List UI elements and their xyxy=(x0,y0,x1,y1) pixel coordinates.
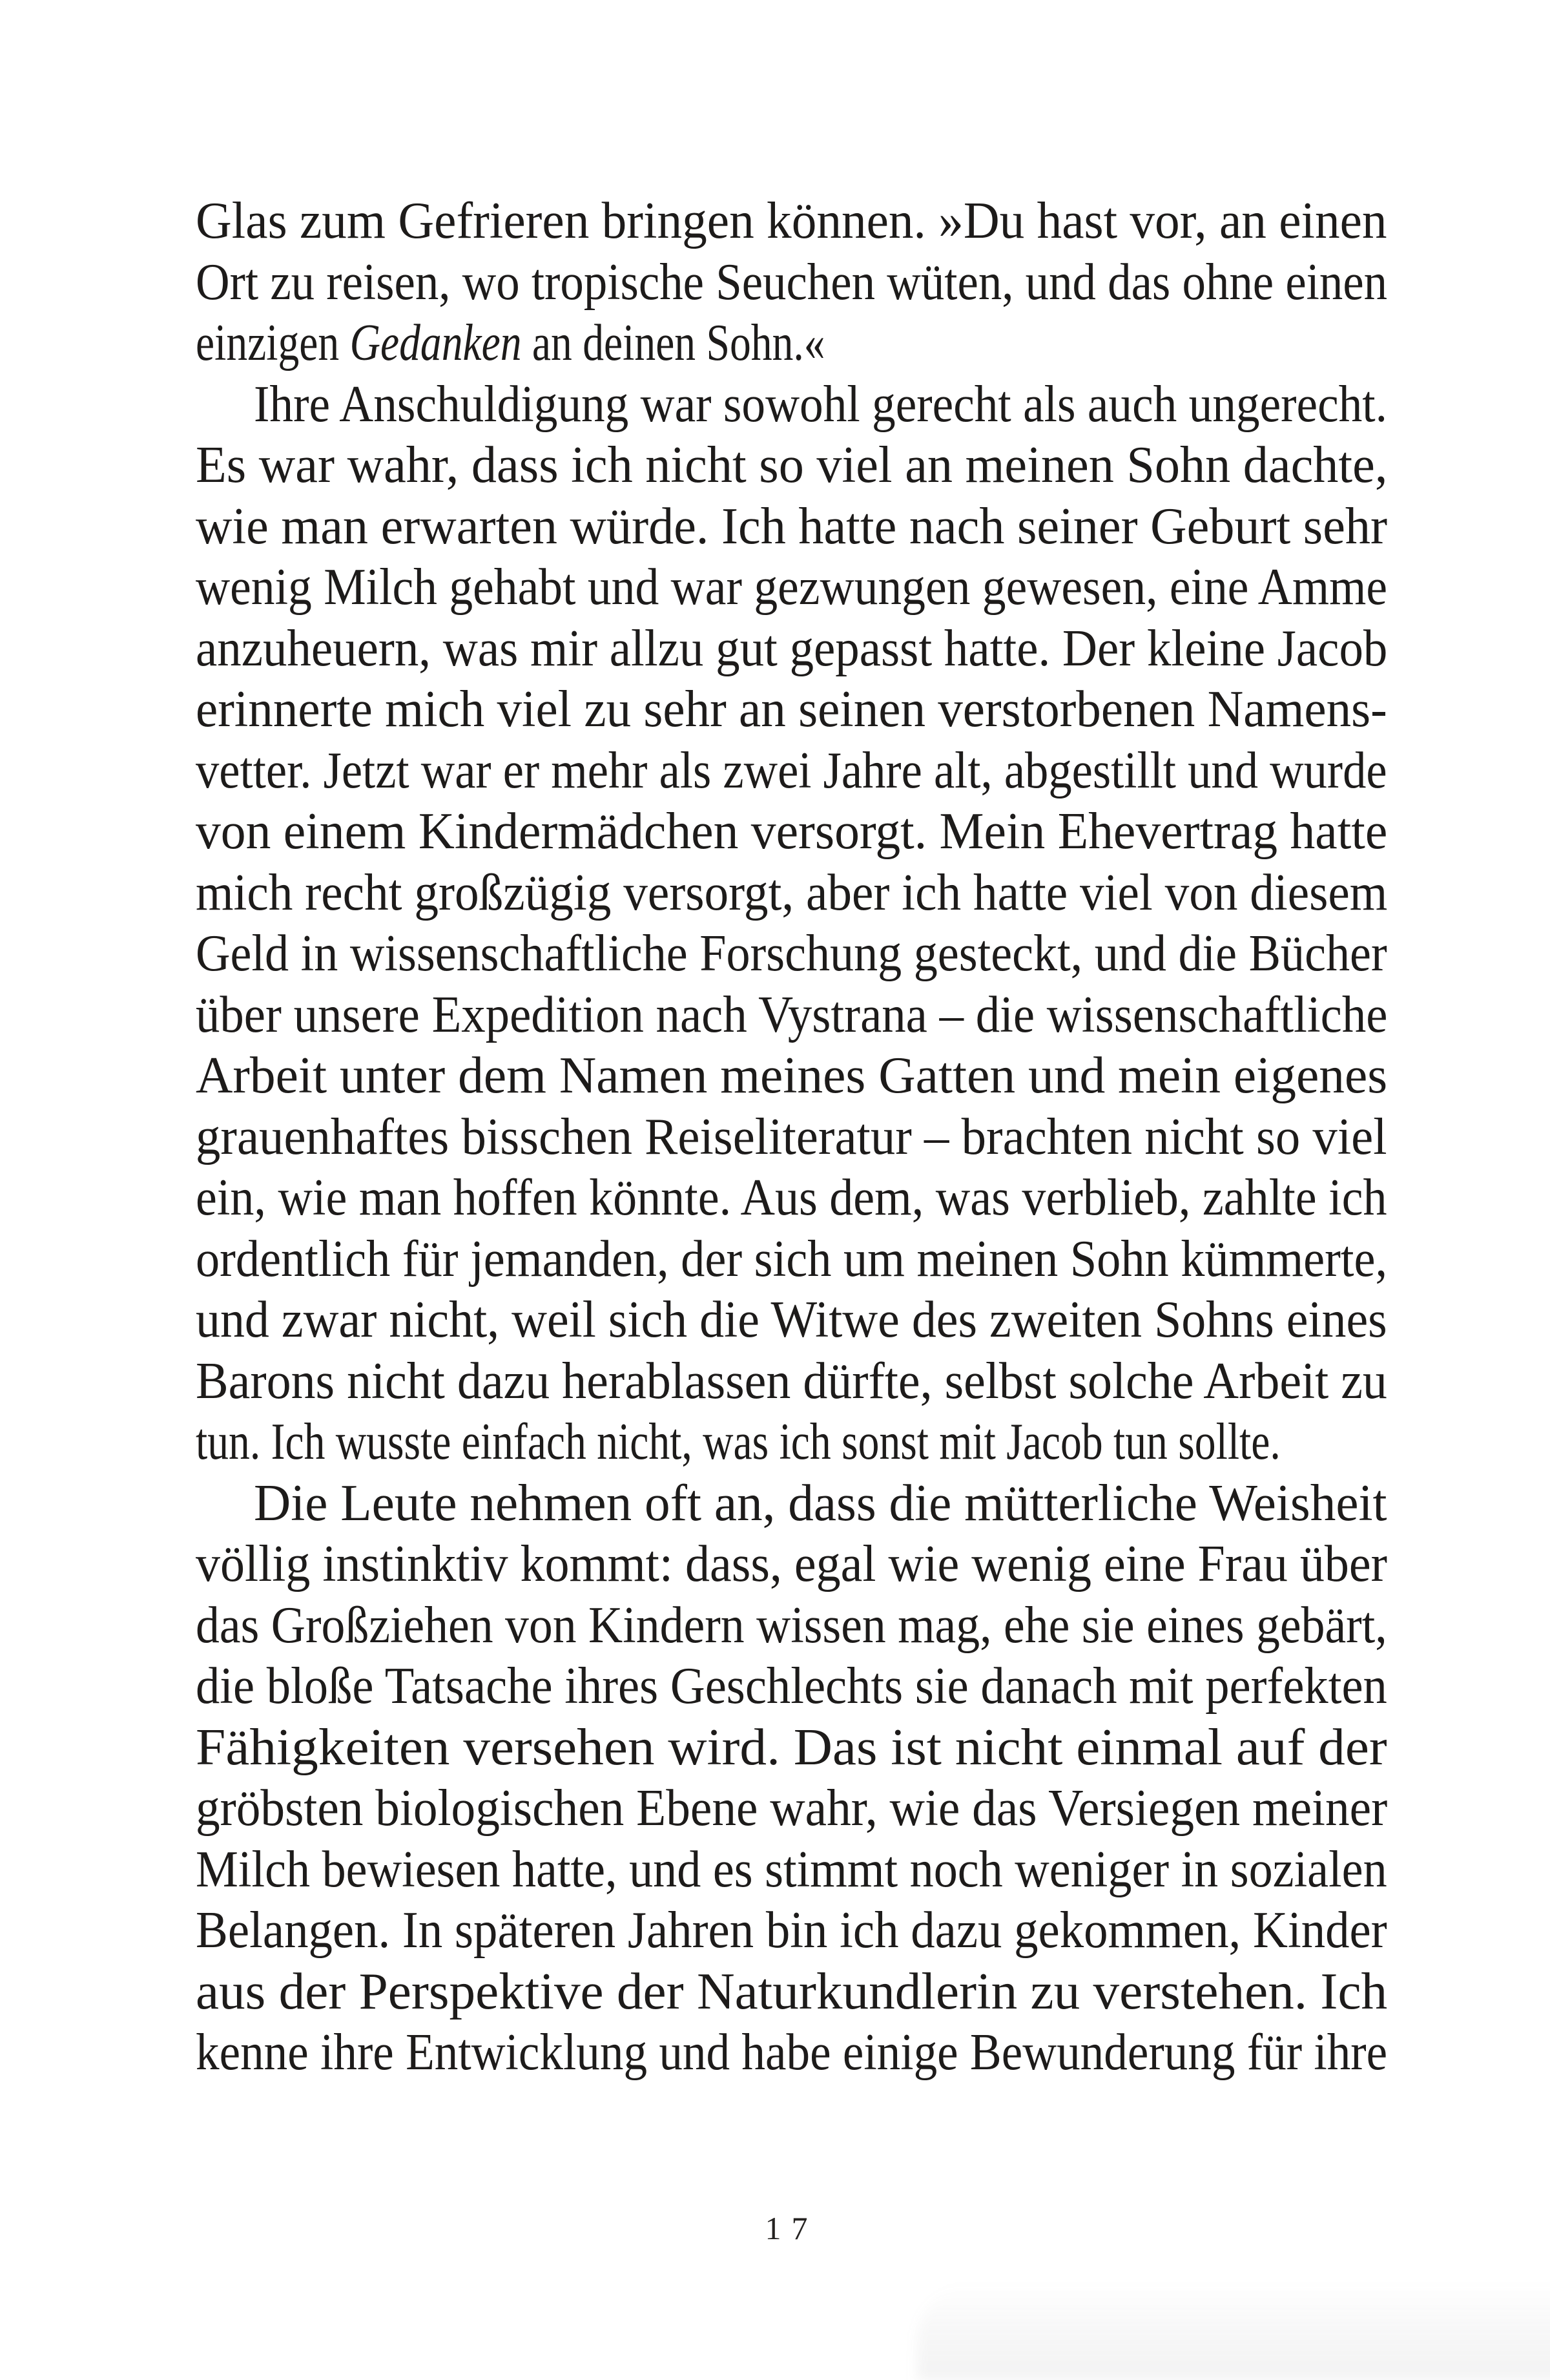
text-line xyxy=(196,313,1387,374)
text-segment: gröbsten biologischen Ebene wahr, wie das Versiegen meiner xyxy=(196,1780,1388,1837)
text-segment: völlig instinktiv kommt: dass, egal wie wenig eine Frau über xyxy=(196,1536,1387,1592)
text-segment: an deinen Sohn.« xyxy=(521,315,825,371)
text-line xyxy=(196,252,1387,313)
text-segment: und zwar nicht, weil sich die Witwe des zweiten Sohns eines xyxy=(196,1291,1387,1348)
text-segment: von einem Kindermädchen versorgt. Mein Ehevertrag hatte xyxy=(196,803,1388,860)
text-line xyxy=(196,1595,1387,1656)
text-line xyxy=(196,923,1387,985)
text-line xyxy=(196,618,1387,680)
text-segment: wenig Milch gehabt und war gezwungen gewesen, eine Amme xyxy=(196,559,1388,616)
text-segment: ein, wie man hoffen könnte. Aus dem, was verblieb, zahlte ich xyxy=(196,1169,1387,1226)
text-segment: aus der Perspektive der Naturkundlerin zu verstehen. Ich xyxy=(196,1963,1388,2020)
text-segment: wie man erwarten würde. Ich hatte nach seiner Geburt sehr xyxy=(196,497,1388,555)
text-segment: Fähigkeiten versehen wird. Das ist nicht einmal auf der xyxy=(196,1718,1387,1776)
text-segment: Barons nicht dazu herablassen dürfte, selbst solche Arbeit zu xyxy=(196,1352,1387,1410)
text-line xyxy=(196,862,1387,924)
text-line xyxy=(196,435,1387,496)
text-segment: kenne ihre Entwicklung und habe einige Bewunderung für ihre xyxy=(196,2024,1388,2081)
text-line xyxy=(196,1351,1387,1412)
text-line xyxy=(196,1412,1387,1473)
text-segment: grauenhaftes bisschen Reiseliteratur – brachten nicht so viel xyxy=(196,1108,1387,1165)
text-segment: Glas zum Gefrieren bringen können. »Du hast vor, an einen xyxy=(196,193,1387,249)
text-segment: das Großziehen von Kindern wissen mag, ehe sie eines gebärt, xyxy=(196,1596,1387,1654)
text-line xyxy=(196,985,1387,1046)
text-segment: erinnerte mich viel zu sehr an seinen verstorbenen Namens- xyxy=(196,681,1387,738)
text-segment: Die Leute nehmen oft an, dass die mütterliche Weisheit xyxy=(254,1474,1387,1532)
text-line xyxy=(196,1167,1387,1229)
text-line xyxy=(196,1229,1387,1290)
text-line xyxy=(196,2022,1387,2083)
text-segment: einzigen xyxy=(196,315,350,371)
text-line xyxy=(196,1534,1387,1595)
text-segment: die bloße Tatsache ihres Geschlechts sie danach mit perfekten xyxy=(196,1658,1387,1715)
text-line xyxy=(196,1717,1387,1779)
text-line xyxy=(196,1839,1387,1901)
page-text xyxy=(196,191,1387,2083)
text-segment: vetter. Jetzt war er mehr als zwei Jahre alt, abgestillt und wurde xyxy=(196,742,1387,799)
text-line xyxy=(196,191,1387,252)
text-line xyxy=(196,1473,1387,1534)
text-line xyxy=(196,496,1387,558)
text-line xyxy=(196,1778,1387,1839)
italic-text: Gedanken xyxy=(349,315,522,371)
text-segment: Belangen. In späteren Jahren bin ich dazu gekommen, Kinder xyxy=(196,1902,1387,1959)
text-segment: mich recht großzügig versorgt, aber ich hatte viel von diesem xyxy=(196,864,1388,921)
text-line xyxy=(196,1900,1387,1961)
text-line xyxy=(196,1289,1387,1351)
text-segment: Arbeit unter dem Namen meines Gatten und mein eigenes xyxy=(196,1047,1388,1104)
text-segment: tun. Ich wusste einfach nicht, was ich sonst mit Jacob tun sollte. xyxy=(196,1414,1281,1470)
text-line xyxy=(196,801,1387,862)
text-segment: ordentlich für jemanden, der sich um meinen Sohn kümmerte, xyxy=(196,1230,1388,1288)
text-line xyxy=(196,1961,1387,2023)
text-line xyxy=(196,557,1387,618)
text-line xyxy=(196,1107,1387,1168)
text-line xyxy=(196,1656,1387,1717)
page-corner-shadow xyxy=(917,2283,1550,2380)
text-line xyxy=(196,679,1387,740)
text-line xyxy=(196,374,1387,435)
text-line xyxy=(196,740,1387,802)
text-segment: Geld in wissenschaftliche Forschung gesteckt, und die Bücher xyxy=(196,925,1387,982)
text-line xyxy=(196,1045,1387,1107)
text-segment: anzuheuern, was mir allzu gut gepasst hatte. Der kleine Jacob xyxy=(196,620,1388,677)
text-segment: Ort zu reisen, wo tropische Seuchen wüten, und das ohne einen xyxy=(196,253,1388,311)
text-segment: über unsere Expedition nach Vystrana – die wissenschaftliche xyxy=(196,986,1388,1043)
text-segment: Es war wahr, dass ich nicht so viel an meinen Sohn dachte, xyxy=(196,437,1388,494)
text-segment: Milch bewiesen hatte, und es stimmt noch weniger in sozialen xyxy=(196,1841,1387,1898)
text-segment: Ihre Anschuldigung war sowohl gerecht als auch ungerecht. xyxy=(254,375,1387,433)
page-number: 17 xyxy=(765,2210,818,2246)
